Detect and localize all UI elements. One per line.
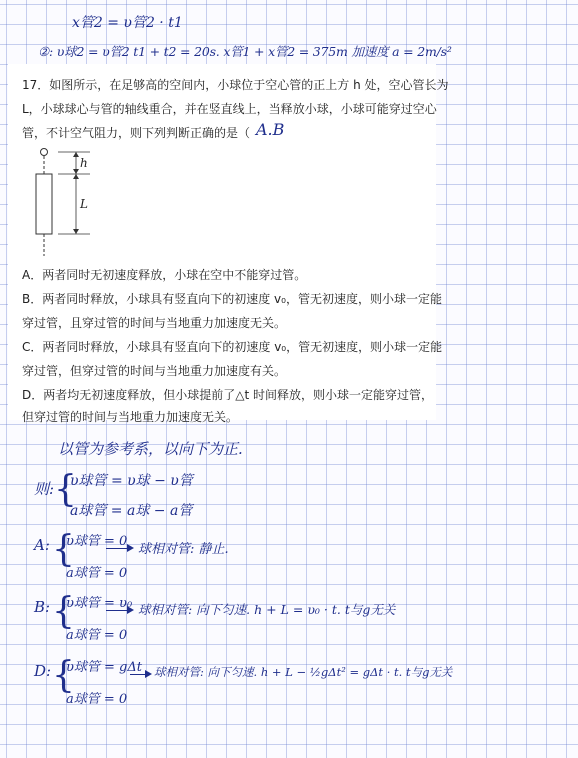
note-line-1: x管2 = υ管2 · t1 (72, 15, 183, 31)
case-d-label: D: (34, 662, 52, 680)
figure-label-L: L (80, 197, 88, 211)
case-d-result: 球相对管: 向下匀速. h + L − ½gΔt² = gΔt · t. t与g无关 (154, 665, 453, 679)
case-b-label: B: (34, 598, 51, 616)
case-d-arrow (130, 674, 150, 675)
figure-ball-tube (20, 144, 140, 264)
case-b-acceleration: a球管 = 0 (66, 628, 128, 643)
question-line-3: 管，不计空气阻力，则下列判断正确的是（ (22, 126, 251, 140)
option-b-line-2: 穿过管，且穿过管的时间与当地重力加速度无关。 (22, 316, 287, 330)
answer-handwritten: A.B (256, 120, 285, 139)
case-a-result: 球相对管: 静止. (138, 542, 229, 557)
case-d-velocity: υ球管 = gΔt (66, 660, 142, 675)
question-line-2: L，小球球心与管的轴线重合，并在竖直线上，当释放小球，小球可能穿过空心 (22, 102, 437, 116)
case-b-brace: { (52, 591, 75, 632)
case-d-brace: { (52, 655, 75, 696)
case-d-acceleration: a球管 = 0 (66, 692, 128, 707)
case-b-arrow (106, 610, 132, 611)
option-a: A．两者同时无初速度释放，小球在空中不能穿过管。 (22, 268, 307, 282)
solution-heading: 以管为参考系，以向下为正. (58, 440, 243, 458)
case-b-result: 球相对管: 向下匀速. h + L = υ₀ · t. t与g无关 (138, 602, 396, 617)
option-c-line-1: C．两者同时释放，小球具有竖直向下的初速度 v₀，管无初速度，则小球一定能 (22, 340, 443, 354)
then-acceleration: a球管 = a球 − a管 (70, 503, 193, 519)
then-label: 则: (34, 480, 55, 498)
option-c-line-2: 穿过管，但穿过管的时间与当地重力加速度有关。 (22, 364, 287, 378)
case-a-arrow (106, 548, 132, 549)
case-a-velocity: υ球管 = 0 (66, 534, 128, 549)
ball-icon (41, 149, 48, 156)
tube-shape (36, 174, 52, 234)
case-a-brace: { (52, 529, 75, 570)
figure-label-h: h (80, 156, 88, 170)
note-line-2: ②: υ球2 = υ管2 t1 + t2 = 20s. x管1 + x管2 = 375m 加速度 a = 2m/s² (38, 44, 452, 59)
then-velocity: υ球管 = υ球 − υ管 (70, 473, 193, 489)
printed-question (8, 64, 449, 424)
case-b-velocity: υ球管 = υ₀ (66, 596, 133, 611)
question-line-1: 17．如图所示，在足够高的空间内，小球位于空心管的正上方 h 处，空心管长为 (22, 78, 449, 92)
option-d-line-1: D．两者均无初速度释放，但小球提前了△t 时间释放，则小球一定能穿过管， (22, 388, 433, 402)
case-a-label: A: (34, 536, 50, 554)
option-b-line-1: B．两者同时释放，小球具有竖直向下的初速度 v₀，管无初速度，则小球一定能 (22, 292, 442, 306)
case-a-acceleration: a球管 = 0 (66, 566, 128, 581)
then-brace: { (54, 469, 77, 510)
option-d-line-2: 但穿过管的时间与当地重力加速度无关。 (22, 410, 239, 424)
